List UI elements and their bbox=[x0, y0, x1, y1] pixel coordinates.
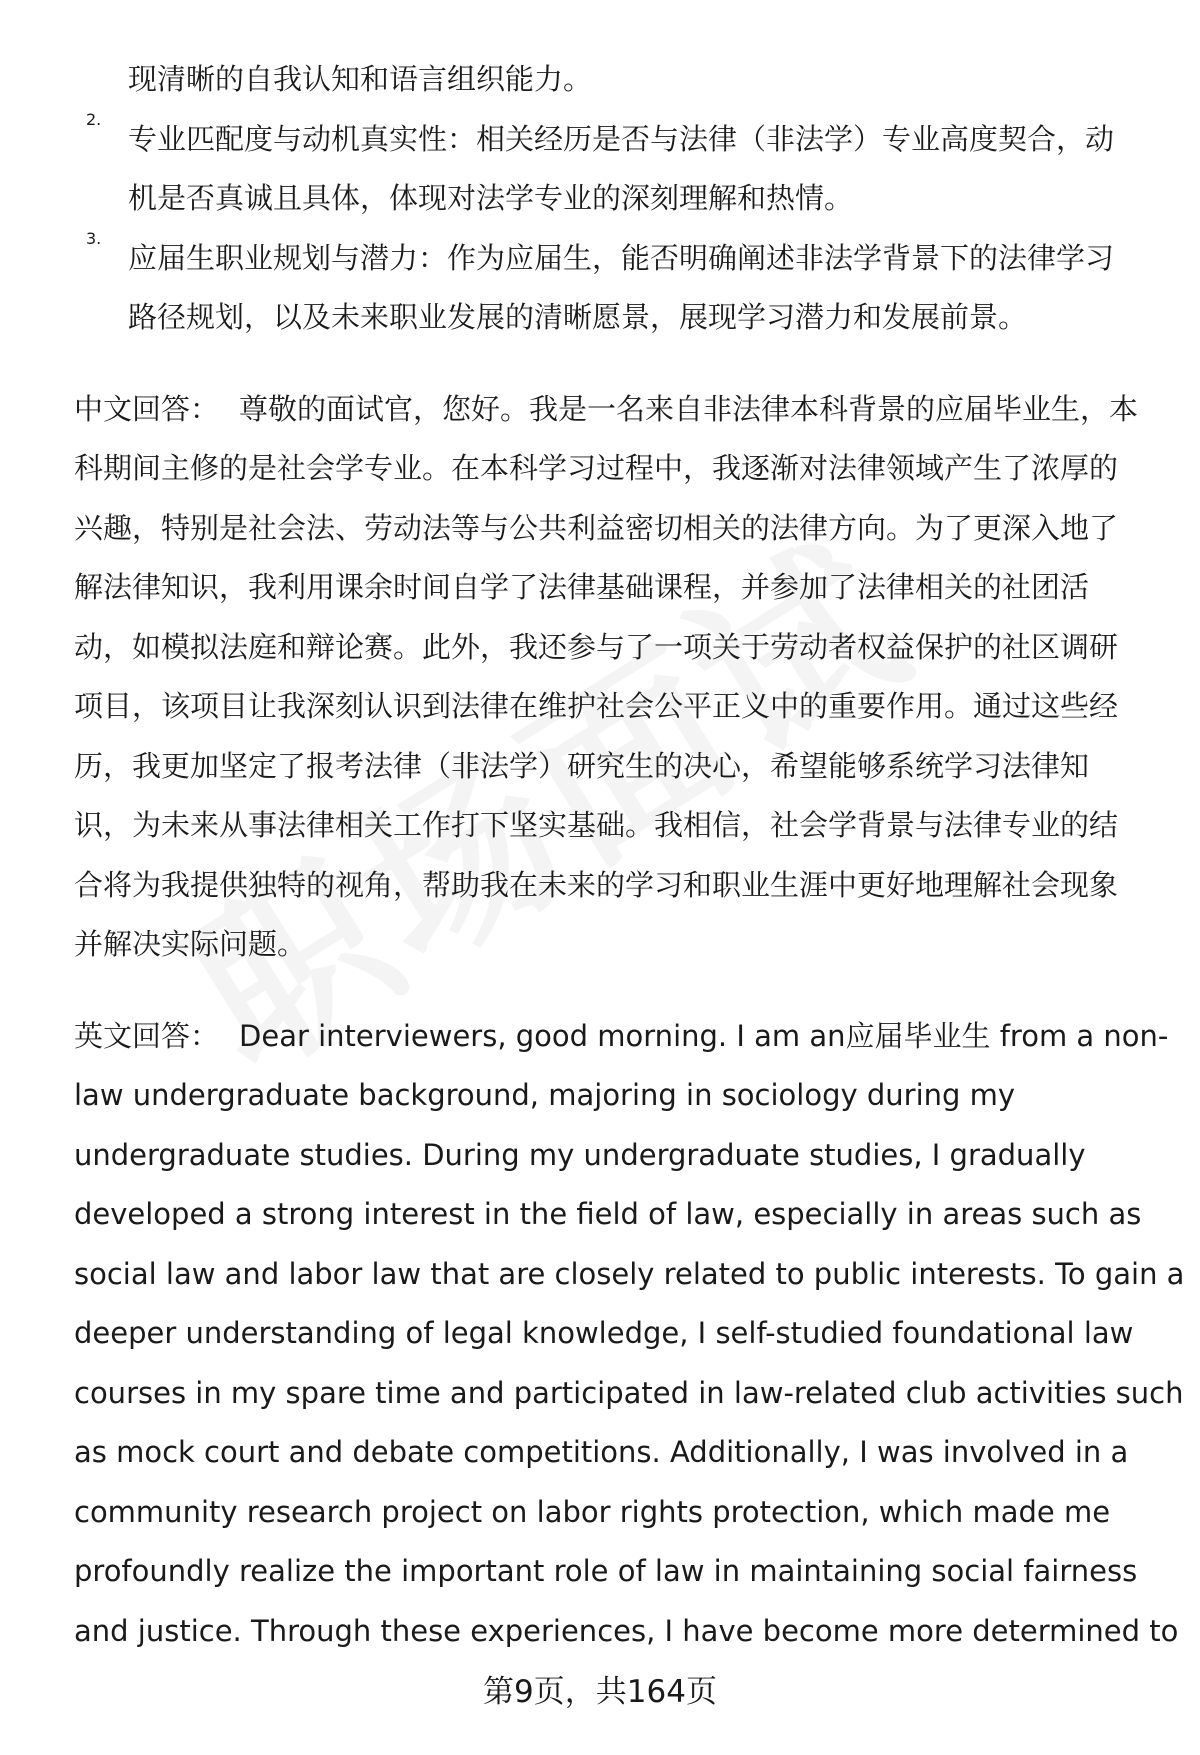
chinese-answer bbox=[74, 380, 1154, 975]
paragraph-line: 路径规划，以及未来职业发展的清晰愿景，展现学习潜力和发展前景。 bbox=[128, 300, 1028, 334]
spacer bbox=[74, 975, 1154, 1007]
list-number: 2. bbox=[86, 109, 102, 129]
paragraph-line: developed a strong interest in the field of law, especially in areas such as bbox=[74, 1197, 1142, 1231]
list-number: 3. bbox=[86, 228, 102, 248]
criteria-item-2 bbox=[74, 110, 1154, 229]
criteria-item-1-tail: 现清晰的自我认知和语言组织能力。 bbox=[128, 62, 593, 96]
paragraph-line bbox=[74, 1007, 1169, 1067]
paragraph-line: deeper understanding of legal knowledge, I self-studied foundational law bbox=[74, 1316, 1134, 1350]
paragraph-line: 动，如模拟法庭和辩论赛。此外，我还参与了一项关于劳动者权益保护的社区调研 bbox=[74, 629, 1119, 664]
criteria-item-3 bbox=[74, 229, 1154, 348]
chinese-answer-label: 中文回答： bbox=[74, 391, 220, 426]
paragraph-line: 解法律知识，我利用课余时间自学了法律基础课程，并参加了法律相关的社团活 bbox=[74, 570, 1090, 604]
paragraph-line: 项目，该项目让我深刻认识到法律在维护社会公平正义中的重要作用。通过这些经 bbox=[74, 689, 1119, 723]
paragraph-line: 应届生职业规划与潜力：作为应届生，能否明确阐述非法学背景下的法律学习 bbox=[128, 240, 1115, 275]
chinese-answer-line: 尊敬的面试官，您好。我是一名来自非法律本科背景的应届毕业生，本 bbox=[239, 391, 1139, 426]
spacer bbox=[74, 348, 1154, 380]
english-answer bbox=[74, 1007, 1185, 1662]
paragraph-line: 科期间主修的是社会学专业。在本科学习过程中，我逐渐对法律领域产生了浓厚的 bbox=[74, 451, 1119, 485]
paragraph-line: 兴趣，特别是社会法、劳动法等与公共利益密切相关的法律方向。为了更深入地了 bbox=[74, 510, 1119, 545]
paragraph-line: undergraduate studies. During my undergraduate studies, I gradually bbox=[74, 1137, 1086, 1172]
paragraph-line: 机是否真诚且具体，体现对法学专业的深刻理解和热情。 bbox=[128, 181, 854, 215]
paragraph-line: courses in my spare time and participated in law-related club activities such bbox=[74, 1375, 1184, 1410]
paragraph-line: 专业匹配度与动机真实性：相关经历是否与法律（非法学）专业高度契合，动 bbox=[128, 121, 1115, 156]
paragraph-line: and justice. Through these experiences, I have become more determined to bbox=[74, 1613, 1179, 1648]
paragraph-line: 并解决实际问题。 bbox=[74, 927, 307, 961]
paragraph-line: law undergraduate background, majoring in sociology during my bbox=[74, 1078, 1016, 1112]
page-number-footer: 第9页，共164页 bbox=[483, 1674, 717, 1710]
english-answer-line: Dear interviewers, good morning. I am an应届毕业生 from a non- bbox=[239, 1018, 1169, 1053]
paragraph-line: as mock court and debate competitions. Additionally, I was involved in a bbox=[74, 1435, 1129, 1469]
paragraph-line: 合将为我提供独特的视角，帮助我在未来的学习和职业生涯中更好地理解社会现象 bbox=[74, 867, 1119, 902]
paragraph-line: 识，为未来从事法律相关工作打下坚实基础。我相信，社会学背景与法律专业的结 bbox=[74, 808, 1119, 842]
paragraph-line: 历，我更加坚定了报考法律（非法学）研究生的决心，希望能够系统学习法律知 bbox=[74, 748, 1090, 783]
page-content bbox=[74, 50, 1185, 1661]
paragraph-line: profoundly realize the important role of law in maintaining social fairness bbox=[74, 1554, 1138, 1588]
paragraph-line: social law and labor law that are closely related to public interests. To gain a bbox=[74, 1256, 1185, 1291]
english-answer-label: 英文回答： bbox=[74, 1018, 220, 1053]
paragraph-line bbox=[74, 380, 1154, 440]
criteria-list bbox=[74, 110, 1154, 348]
paragraph-line: community research project on labor rights protection, which made me bbox=[74, 1494, 1111, 1529]
